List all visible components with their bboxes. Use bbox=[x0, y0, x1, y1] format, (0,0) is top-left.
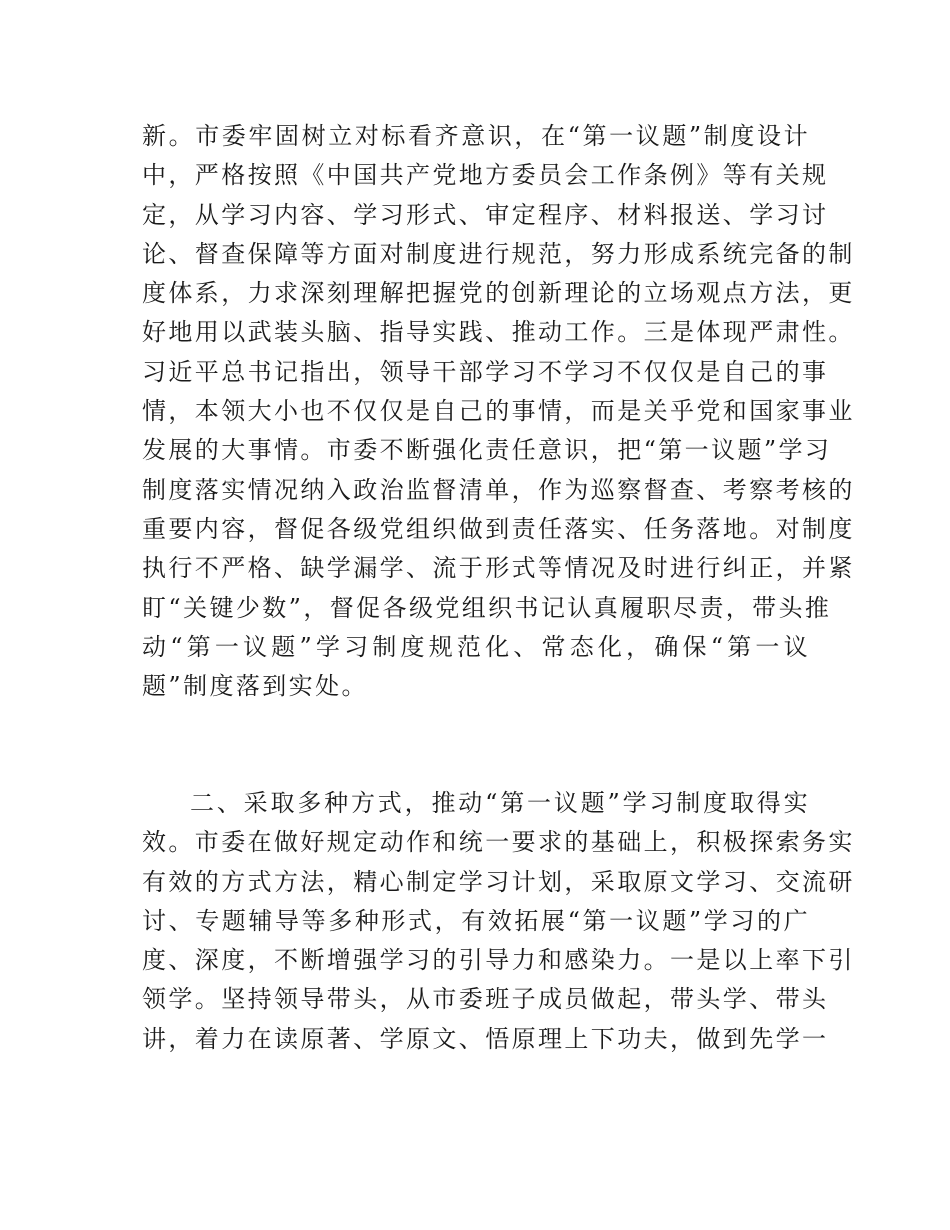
text-line: 重要内容，督促各级党组织做到责任落实、任务落地。对制度 bbox=[142, 514, 855, 543]
text-line: 二、采取多种方式，推动“第一议题”学习制度取得实 bbox=[190, 789, 810, 817]
text-line: 讲，着力在读原著、学原文、悟原理上下功夫，做到先学一 bbox=[142, 1024, 829, 1053]
text-line: 中，严格按照《中国共产党地方委员会工作条例》等有关规 bbox=[142, 161, 829, 190]
text-line: 度体系，力求深刻理解把握党的创新理论的立场观点方法，更 bbox=[142, 279, 855, 308]
text-line: 度、深度，不断增强学习的引导力和感染力。一是以上率下引 bbox=[142, 946, 855, 975]
text-line: 定，从学习内容、学习形式、审定程序、材料报送、学习讨 bbox=[142, 200, 829, 229]
text-line: 情，本领大小也不仅仅是自己的事情，而是关乎党和国家事业 bbox=[142, 397, 855, 426]
text-line: 好地用以武装头脑、指导实践、推动工作。三是体现严肃性。 bbox=[142, 318, 855, 347]
text-line: 制度落实情况纳入政治监督清单，作为巡察督查、考察考核的 bbox=[142, 475, 855, 504]
text-line: 盯“关键少数”，督促各级党组织书记认真履职尽责，带头推 bbox=[142, 593, 832, 622]
text-line: 执行不严格、缺学漏学、流于形式等情况及时进行纠正，并紧 bbox=[142, 554, 855, 583]
paragraph-2 bbox=[142, 784, 855, 1059]
text-line: 题”制度落到实处。 bbox=[142, 672, 368, 701]
text-line: 新。市委牢固树立对标看齐意识，在“第一议题”制度设计 bbox=[142, 122, 810, 150]
text-line: 效。市委在做好规定动作和统一要求的基础上，积极探索务实 bbox=[142, 828, 855, 857]
text-line: 习近平总书记指出，领导干部学习不学习不仅仅是自己的事 bbox=[142, 357, 829, 386]
paragraph-1 bbox=[142, 117, 855, 706]
text-line: 有效的方式方法，精心制定学习计划，采取原文学习、交流研 bbox=[142, 867, 855, 896]
text-line: 发展的大事情。市委不断强化责任意识，把“第一议题”学习 bbox=[142, 436, 832, 465]
text-line: 动“第一议题”学习制度规范化、常态化，确保“第一议 bbox=[142, 632, 810, 661]
text-line: 论、督查保障等方面对制度进行规范，努力形成系统完备的制 bbox=[142, 239, 855, 268]
text-line: 讨、专题辅导等多种形式，有效拓展“第一议题”学习的广 bbox=[142, 906, 810, 935]
text-line: 领学。坚持领导带头，从市委班子成员做起，带头学、带头 bbox=[142, 985, 829, 1014]
